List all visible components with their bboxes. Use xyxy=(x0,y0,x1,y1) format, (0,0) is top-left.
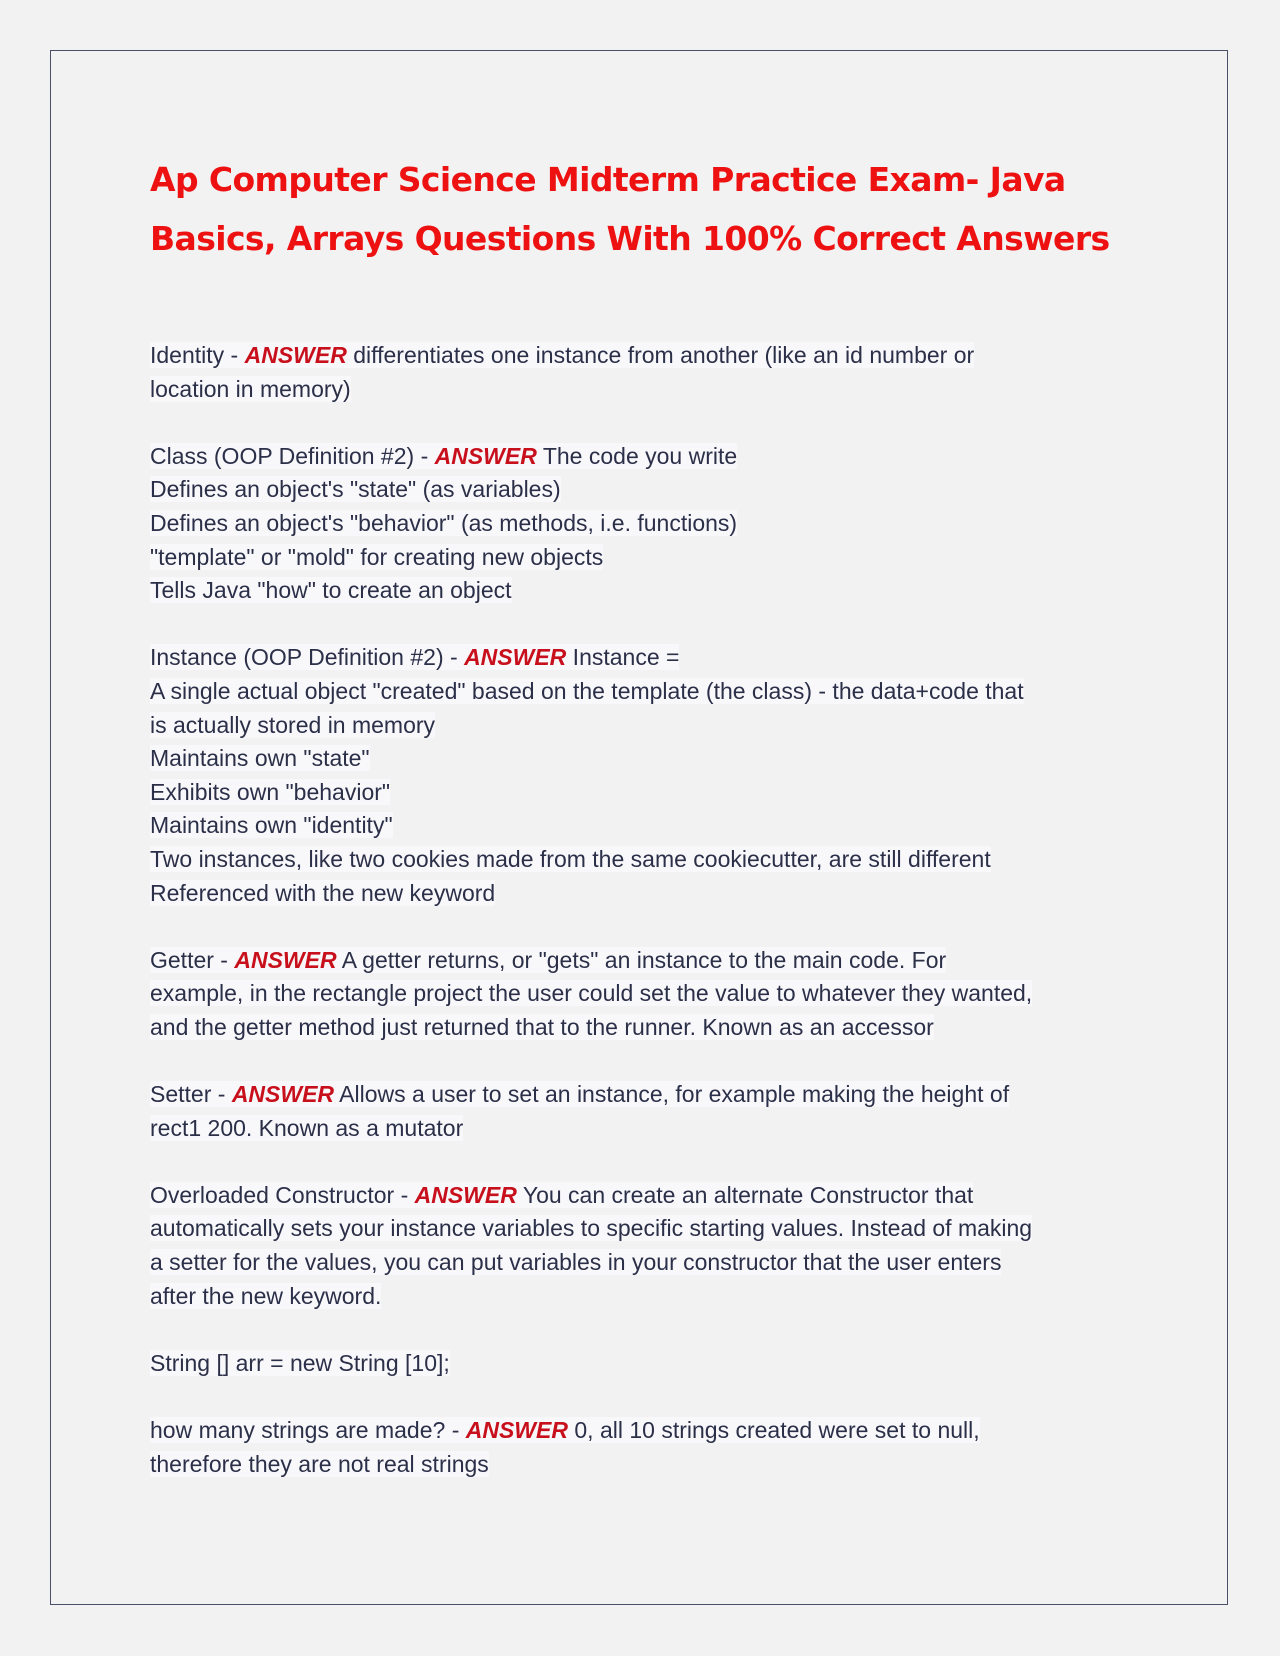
answer-label: ANSWER xyxy=(464,644,567,671)
qa-question: Identity - xyxy=(150,342,245,368)
qa-item xyxy=(150,1078,1140,1145)
qa-answer: Allows a user to set an instance, for example making the height of xyxy=(334,1081,1010,1108)
qa-answer-line: Defines an object's "state" (as variables) xyxy=(150,476,561,503)
qa-question: Class (OOP Definition #2) - xyxy=(150,442,435,469)
qa-answer: 0, all 10 strings created were set to null, xyxy=(567,1417,980,1443)
qa-answer-line: is actually stored in memory xyxy=(150,711,436,738)
qa-question: Getter - xyxy=(150,946,235,973)
qa-answer-line: Exhibits own "behavior" xyxy=(150,778,391,805)
qa-answer-line: example, in the rectangle project the user could set the value to whatever they wanted, xyxy=(150,980,1033,1007)
qa-answer-line: a setter for the values, you can put variables in your constructor that the user enters xyxy=(150,1249,1002,1276)
qa-answer: A getter returns, or "gets" an instance to the main code. For xyxy=(336,946,947,973)
qa-answer: differentiates one instance from another (like an id number or xyxy=(346,342,975,368)
answer-label: ANSWER xyxy=(244,342,347,368)
qa-question: how many strings are made? - xyxy=(150,1417,466,1443)
qa-answer-line: Maintains own "state" xyxy=(150,745,370,772)
qa-answer-line: A single actual object "created" based on the template (the class) - the data+code that xyxy=(150,677,1024,704)
qa-answer-line: Defines an object's "behavior" (as methods, i.e. functions) xyxy=(150,509,738,536)
qa-item xyxy=(150,339,1140,406)
qa-item xyxy=(150,1414,1140,1481)
title-line: Ap Computer Science Midterm Practice Exam- Java xyxy=(150,160,1066,199)
qa-answer-line: Referenced with the new keyword xyxy=(150,879,496,906)
qa-answer: You can create an alternate Constructor that xyxy=(516,1181,974,1208)
document-body xyxy=(150,150,1140,1515)
answer-label: ANSWER xyxy=(434,442,537,469)
qa-item xyxy=(150,1347,1140,1381)
qa-answer-line: Tells Java "how" to create an object xyxy=(150,577,512,604)
qa-answer-line: therefore they are not real strings xyxy=(150,1450,489,1477)
qa-answer: Instance = xyxy=(566,644,680,671)
answer-label: ANSWER xyxy=(231,1081,335,1108)
answer-label: ANSWER xyxy=(414,1181,517,1208)
qa-item xyxy=(150,641,1140,910)
document-title xyxy=(150,150,1140,268)
qa-list xyxy=(150,339,1140,1481)
answer-label: ANSWER xyxy=(234,946,337,973)
qa-answer-line: automatically sets your instance variables to specific starting values. Instead of making xyxy=(150,1215,1033,1242)
qa-item xyxy=(150,440,1140,608)
qa-plain-text: String [] arr = new String [10]; xyxy=(150,1349,450,1376)
qa-answer-line: Two instances, like two cookies made from the same cookiecutter, are still different xyxy=(150,845,991,872)
qa-question: Setter - xyxy=(150,1081,232,1108)
qa-answer: The code you write xyxy=(536,442,738,469)
qa-question: Instance (OOP Definition #2) - xyxy=(150,644,465,671)
qa-answer-line: and the getter method just returned that to the runner. Known as an accessor xyxy=(150,1013,934,1040)
qa-answer-line: "template" or "mold" for creating new objects xyxy=(150,543,604,570)
title-line: Basics, Arrays Questions With 100% Correct Answers xyxy=(150,219,1110,258)
qa-answer-line: after the new keyword. xyxy=(150,1282,382,1309)
qa-answer-line: rect1 200. Known as a mutator xyxy=(150,1114,464,1141)
qa-question: Overloaded Constructor - xyxy=(150,1181,415,1208)
qa-answer-line: Maintains own "identity" xyxy=(150,812,393,839)
qa-item xyxy=(150,944,1140,1045)
answer-label: ANSWER xyxy=(465,1417,568,1443)
qa-answer-line: location in memory) xyxy=(150,375,351,402)
qa-item xyxy=(150,1179,1140,1313)
